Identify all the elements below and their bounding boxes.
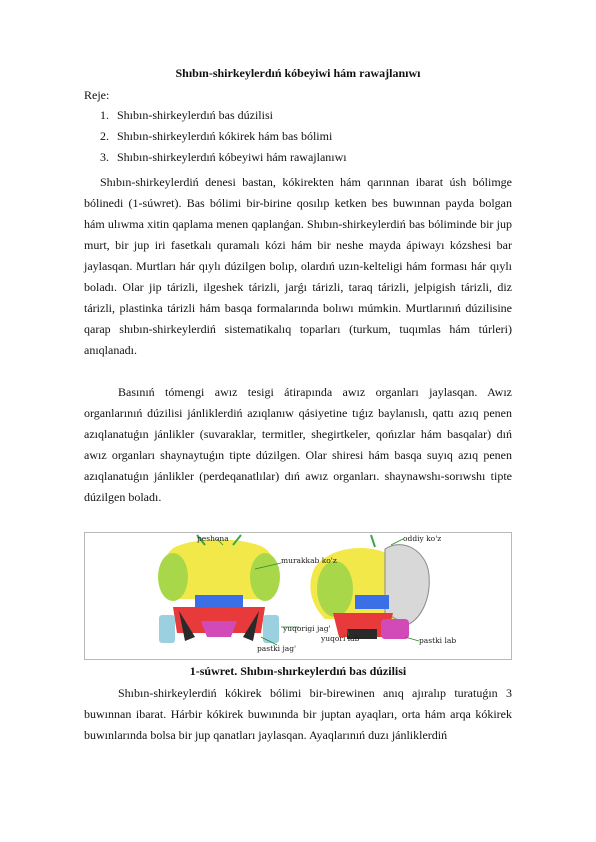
label-peshona: peshona (197, 534, 229, 543)
figure-insect-head (84, 532, 512, 660)
palp-left (159, 615, 175, 643)
label-pastki-jag: pastki jag' (257, 644, 297, 653)
lateral-labium (381, 619, 409, 639)
plan-item (100, 150, 347, 165)
paragraph-body-structure: Shıbın-shirkeylerdiń denesi bastan, kókirekten hám qarınnan ibarat úsh bólimge bólinedi (1-súwret). Bas bólimi bir-birine qosılıp ketken bes buwınnan payda bolgan hám ulıwma xitin qaplama menen qaplanǵan. Shıbın-shirkeylerdiń bas bóliminde bir jup murt, bir jup iri fasetkalı quramalı kózi hám bir neshe mayda ápiwayı kózshesi bar jaylasqan. Murtları hár qıylı dúzilgen bolıp, olardıń uzın-kelteligi hám forması hár qıylı boladı. Olar jip tárizli, ilgeshek tárizli, jarǵı tárizli, taraq tárizli, jelpigish tárizli, diz tárizli, plastinka tárizli hám basqa formalarında bolıwı múmkin. Murtlarınıń dúzilisine qarap shıbın-shirkeylerdiń sistematikalıq toparları (turkum, tuqımlas hám túrleri) anıqlanadı. (84, 175, 512, 357)
compound-eye-left (158, 553, 188, 601)
insect-head-diagram (85, 533, 511, 659)
label-murakkab-koz: murakkab ko'z (281, 556, 337, 565)
plan-item-text: Shıbın-shirkeylerdıń kóbeyiwi hám rawajlanıwı (117, 150, 347, 164)
page-title: Shıbın-shirkeylerdıń kóbeyiwi hám rawajlanıwı (175, 66, 421, 80)
clypeus-shape (195, 595, 243, 607)
plan-item (100, 108, 273, 123)
label-yuqori-lab: yuqori lab (321, 634, 360, 643)
compound-eye-right (250, 553, 280, 601)
lateral-cheek-shape (385, 545, 429, 625)
plan-item-text: Shıbın-shirkeylerdıń bas dúzilisi (117, 108, 273, 122)
figure-caption: 1-súwret. Shıbın-shırkeylerdıń bas dúzilisi (189, 664, 407, 678)
lateral-antenna (371, 535, 375, 547)
label-oddiy-koz: oddiy ko'z (403, 534, 442, 543)
plan-label: Reje: (84, 88, 110, 102)
label-yuqorigi-jag: yuqorigi jag' (283, 624, 331, 633)
paragraph-mouth-organs: Basınıń tómengi awız tesigi átirapında awız organları jaylasqan. Awız organlarınıń dúzilisi jánliklerdiń azıqlanıw qásiyetine tıǵız baylanıslı, qattı azıq penen azıqlanatuǵın jánlikler (suvaraklar, termitler, shegirtkeler, qońızlar hám basqalar) dıń awız organları shaynaytuǵın tipte dúzilgen. Olar shiresi hám basqa suyıq azıq penen azıqlanatuǵın jánlikler (perdeqanatlılar) dıń awız organları. shaynawshı-sorıwshı tipte dúzilgen boladı. (84, 385, 512, 504)
plan-item (100, 129, 332, 144)
lateral-clypeus (355, 595, 389, 609)
labium-shape (201, 621, 237, 637)
paragraph-thorax: Shıbın-shirkeylerdiń kókirek bólimi bir-birewinen anıq ajıralıp turatuǵın 3 buwınnan ibarat. Hárbir kókirek buwınında bir juptan ayaqları, orta hám arqa kókirek buwınlarında bolsa bir jup qanatları jaylasqan. Ayaqlarınıń duzı jánliklerdiń (84, 686, 512, 742)
plan-item-text: Shıbın-shirkeylerdıń kókirek hám bas bólimi (117, 129, 333, 143)
plan-item-number: 3. (100, 150, 109, 164)
frontal-head-view (158, 535, 280, 643)
label-pastki-lab: pastki lab (419, 636, 457, 645)
plan-item-number: 1. (100, 108, 109, 122)
plan-item-number: 2. (100, 129, 109, 143)
lateral-compound-eye (317, 561, 353, 617)
